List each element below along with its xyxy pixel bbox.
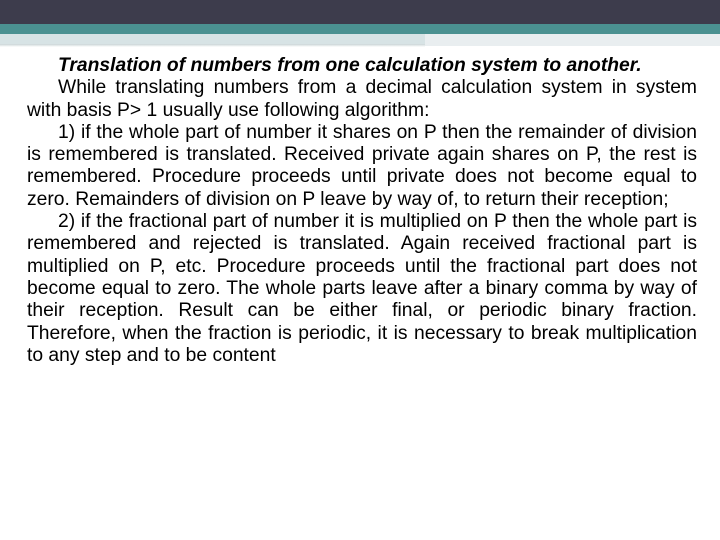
accent-band bbox=[0, 24, 720, 34]
step-1-paragraph: 1) if the whole part of number it shares on P then the remainder of division is remembered is translated. Received private again shares on P, the rest is remembered. Procedure proceeds until private does not become equal to zero. Remainders of division on P leave by way of, to return their reception; bbox=[27, 121, 697, 210]
slide-title: Translation of numbers from one calculation system to another. bbox=[58, 55, 642, 76]
intro-paragraph: While translating numbers from a decimal calculation system in system with basis P> 1 usually use following algorithm: bbox=[27, 77, 697, 121]
slide-body bbox=[27, 55, 697, 367]
header-bar bbox=[0, 0, 720, 24]
step-2-paragraph: 2) if the fractional part of number it is multiplied on P then the whole part is remembered and rejected is translated. Again received fractional part is multiplied on P, etc. Procedure proceeds until the fractional part does not become equal to zero. The whole parts leave after a binary comma by way of their reception. Result can be either final, or periodic binary fraction. Therefore, when the fraction is periodic, it is necessary to break multiplication to any step and to be content bbox=[27, 211, 697, 366]
decorative-band-left bbox=[0, 34, 425, 44]
band-shadow bbox=[0, 44, 425, 47]
decorative-band-right bbox=[425, 34, 720, 46]
